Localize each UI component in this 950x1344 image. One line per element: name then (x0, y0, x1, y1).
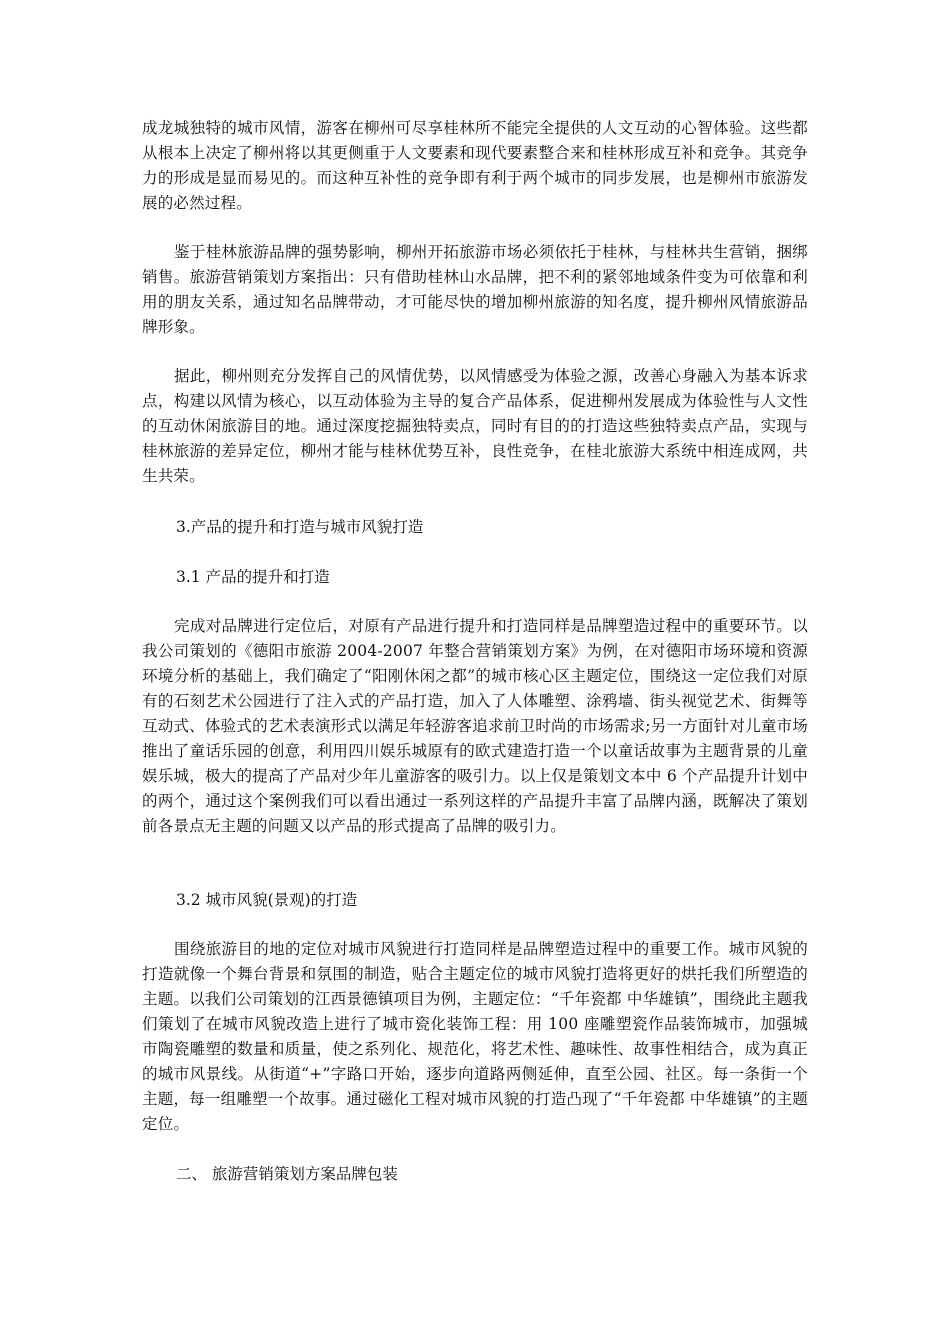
heading-section-2: 二、 旅游营销策划方案品牌包装 (176, 1165, 398, 1183)
paragraph-guilin-brand: 鉴于桂林旅游品牌的强势影响，柳州开拓旅游市场必须依托于桂林，与桂林共生营销，捆绑销售。旅游营销策划方案指出：只有借助桂林山水品牌，把不利的紧邻地域条件变为可依靠和利用的朋友关系，通过知名品牌带动，才可能尽快的增加柳州旅游的知名度，提升柳州风情旅游品牌形象。 (142, 243, 808, 336)
heading-section-3: 3.产品的提升和打造与城市风貌打造 (176, 518, 424, 536)
paragraph-city-appearance: 围绕旅游目的地的定位对城市风貌进行打造同样是品牌塑造过程中的重要工作。城市风貌的打造就像一个舞台背景和氛围的制造，贴合主题定位的城市风貌打造将更好的烘托我们所塑造的主题。以我们公司策划的江西景德镇项目为例，主题定位：“千年瓷都 中华雄镇”，围绕此主题我们策划了在城市风貌改造上进行了城市瓷化装饰工程：用 100 座雕塑瓷作品装饰城市，加强城市陶瓷雕塑的数量和质量，使之系列化、规范化，将艺术性、趣味性、故事性相结合，成为真正的城市风景线。从街道“+”字路口开始，逐步向道路两侧延伸，直至公园、社区。每一条街一个主题，每一组雕塑一个故事。通过磁化工程对城市风貌的打造凸现了“千年瓷都 中华雄镇”的主题定位。 (142, 940, 808, 1133)
paragraph-liuzhou-strategy: 据此，柳州则充分发挥自己的风情优势，以风情感受为体验之源，改善心身融入为基本诉求点，构建以风情为核心，以互动体验为主导的复合产品体系，促进柳州发展成为体验性与人文性的互动休闲旅游目的地。通过深度挖掘独特卖点，同时有目的的打造这些独特卖点产品，实现与桂林旅游的差异定位，柳州才能与桂林优势互补，良性竞争，在桂北旅游大系统中相连成网，共生共荣。 (142, 367, 808, 485)
paragraph-liuzhou-character: 成龙城独特的城市风情，游客在柳州可尽享桂林所不能完全提供的人文互动的心智体验。这些都从根本上决定了柳州将以其更侧重于人文要素和现代要素整合来和桂林形成互补和竞争。其竞争力的形成是显而易见的。而这种互补性的竞争即有利于两个城市的同步发展，也是柳州市旅游发展的必然过程。 (142, 119, 808, 212)
heading-section-3-2: 3.2 城市风貌(景观)的打造 (176, 891, 358, 909)
paragraph-product-upgrade: 完成对品牌进行定位后，对原有产品进行提升和打造同样是品牌塑造过程中的重要环节。以我公司策划的《德阳市旅游 2004-2007 年整合营销策划方案》为例，在对德阳市场环境和资源环境分析的基础上，我们确定了“阳刚休闲之都”的城市核心区主题定位，围绕这一定位我们对原有的石刻艺术公园进行了注入式的产品打造，加入了人体雕塑、涂鸦墙、街头视觉艺术、街舞等互动式、体验式的艺术表演形式以满足年轻游客追求前卫时尚的市场需求;另一方面针对儿童市场推出了童话乐园的创意，利用四川娱乐城原有的欧式建造打造一个以童话故事为主题背景的儿童娱乐城，极大的提高了产品对少年儿童游客的吸引力。以上仅是策划文本中 6 个产品提升计划中的两个，通过这个案例我们可以看出通过一系列这样的产品提升丰富了品牌内涵，既解决了策划前各景点无主题的问题又以产品的形式提高了品牌的吸引力。 (142, 617, 808, 835)
heading-section-3-1: 3.1 产品的提升和打造 (176, 568, 330, 586)
